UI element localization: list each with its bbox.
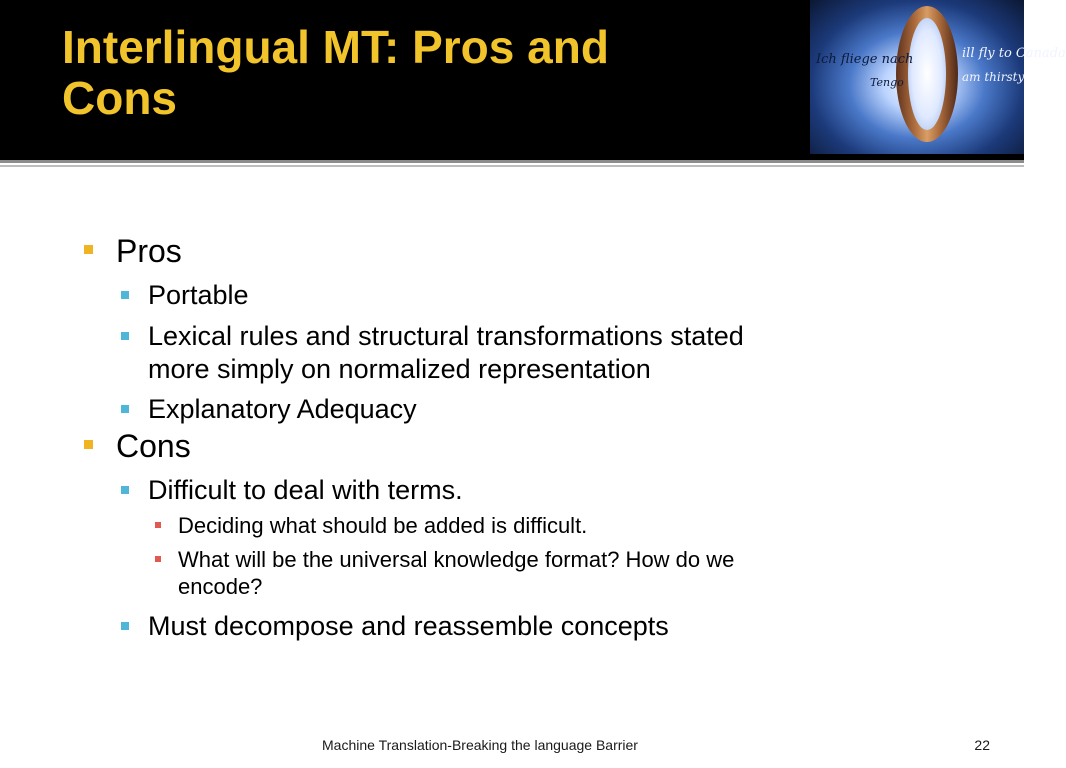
header-divider-line (0, 160, 1024, 163)
header-divider-line-secondary (0, 165, 1024, 167)
bullet-square-icon (121, 486, 129, 494)
slide-title-line2: Cons (62, 72, 177, 124)
cons-subitem-knowledge-format-line2: encode? (178, 574, 263, 599)
bullet-square-icon (84, 440, 93, 449)
bullet-pros: Pros (116, 233, 182, 269)
page-number: 22 (974, 737, 990, 753)
slide-title-line1: Interlingual MT: Pros and (62, 21, 609, 73)
cons-item-difficult-terms: Difficult to deal with terms. (148, 475, 463, 505)
ring-glow (908, 18, 946, 130)
cons-subitem-knowledge-format-line1: What will be the universal knowledge format? How do we (178, 547, 735, 572)
bullet-square-icon (121, 332, 129, 340)
pros-item-lexical-rules-line2: more simply on normalized representation (148, 354, 651, 384)
header-image-text-left2: Tengo (870, 76, 904, 89)
bullet-square-icon (121, 405, 129, 413)
slide-title (62, 22, 782, 124)
bullet-cons: Cons (116, 428, 191, 464)
pros-item-explanatory-adequacy: Explanatory Adequacy (148, 394, 417, 424)
header-image-text-right1: ill fly to Canada (962, 46, 1066, 61)
bullet-square-icon (155, 556, 161, 562)
header-image-text-right2: am thirsty (962, 70, 1025, 84)
cons-subitem-deciding: Deciding what should be added is difficult. (178, 513, 588, 538)
bullet-square-icon (121, 291, 129, 299)
bullet-square-icon (155, 522, 161, 528)
cons-item-decompose: Must decompose and reassemble concepts (148, 611, 669, 641)
header-image (810, 0, 1066, 154)
bullet-square-icon (84, 245, 93, 254)
bullet-square-icon (121, 622, 129, 630)
header-image-text-left1: Ich fliege nach (816, 52, 914, 67)
footer-text: Machine Translation-Breaking the language Barrier (322, 737, 638, 753)
pros-item-portable: Portable (148, 280, 249, 310)
pros-item-lexical-rules-line1: Lexical rules and structural transformations stated (148, 321, 744, 351)
